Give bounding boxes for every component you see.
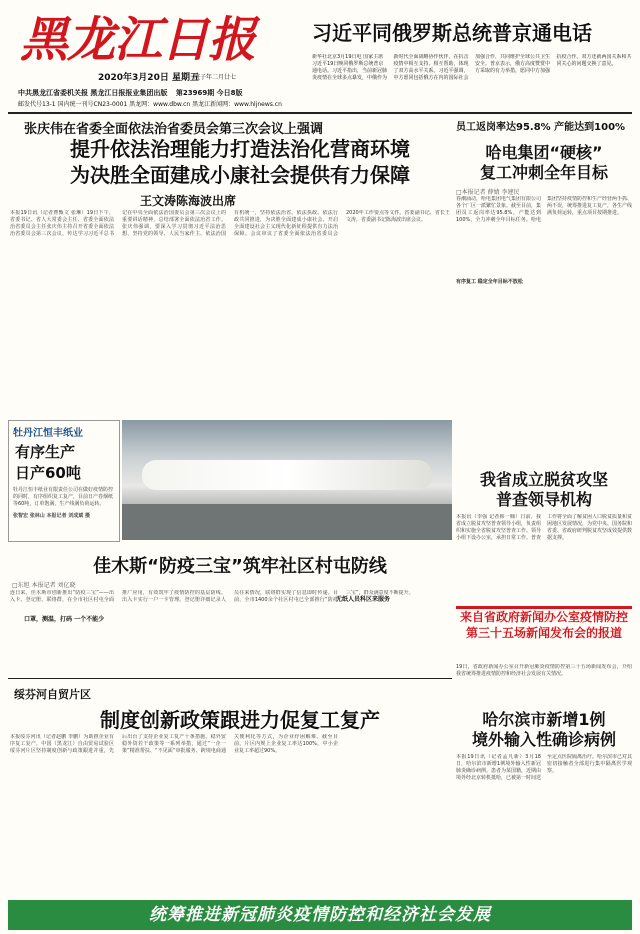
top-story-headline[interactable]: 习近平同俄罗斯总统普京通电话 [312,21,592,45]
masthead [8,4,632,114]
photo-byline: 张智宏 张林山 本报记者 刘成斌 摄 [13,513,90,519]
suifenhe-body: 本报绥芬河讯（记者赵鹏 李鹏）为助推企业有序复工复产，中国（黑龙江）自由贸易试验区绥芬河片区坚持制度创新与政策跟进并重，先后出台了支持企业复工复产十条措施、稳外贸稳外资若干政策等一系列举措，通过“一企一策”精准帮扶、“不见面”审批服务、跨境电商通关便利化等方式，为企业纾困解难。截至目前，片区内规上企业复工率达100%，中小企业复工率超过90%。 [10,734,338,754]
poverty-census-story [456,470,632,604]
suifenhe-headline[interactable]: 制度创新政策跟进力促复工复产 [100,708,380,732]
lead-headline-2[interactable]: 为决胜全面建成小康社会提供有力保障 [70,163,410,187]
harbin-electric-byline: □本报记者 薛婧 李建民 [456,189,520,196]
factory-photo [122,420,452,540]
press-conference-box [456,606,632,661]
jiamusi-body: 连日来，佳木斯市创新推出“防疫三宝”——出入卡、登记册、联络群，在全市社区村屯全面推广应用，有效筑牢了疫情防控的基层防线。出入卡实行一户一卡管理，登记册详细记录人员往来情况，联络群实现了信息即时传递。目前，全市1400余个社区村屯已全部推行“防疫三宝”，群众满意度不断提升。 [10,590,414,603]
lead-subhead: 王文涛陈海波出席 [140,194,237,208]
photo-story-kicker: 牡丹江恒丰纸业 [13,428,83,439]
paper-roll-shape [142,460,432,490]
bottom-banner: 统筹推进新冠肺炎疫情防控和经济社会发展 [8,900,632,930]
harbin-electric-title-1[interactable]: 哈电集团“硬核” [485,143,603,162]
lead-headline-1[interactable]: 提升依法治理能力打造法治化营商环境 [70,137,410,161]
jiamusi-subhead-1: 口罩，测温，打码 一个不能少 [24,616,105,623]
press-conference-title-2[interactable]: 第三十五场新闻发布会的报道 [465,626,622,640]
suifenhe-kicker: 绥芬河自贸片区 [14,688,91,701]
harbin-electric-body: 春潮涌动，哈电集团电气集团有限公司各个厂区一派繁忙景象。截至目前，集团员工返岗率达95.8%，产能达到100%，全力冲刺全年目标任务。哈电集团坚持疫情防控和生产经营两手抓、两不误，统筹推进复工复产，各生产线满负荷运转，重点项目按期推进。 [456,196,632,223]
top-story-headline-box [312,16,632,52]
newspaper-logo [20,12,260,68]
jiamusi-byline: □东旭 本报记者 刘亿晓 [12,582,76,589]
harbin-electric-story [456,118,632,436]
poverty-census-title-2[interactable]: 普查领导机构 [495,490,592,509]
photo-story-title-2[interactable]: 日产60吨 [15,464,81,482]
photo-story-box [8,420,120,542]
harbin-case-story [456,710,632,884]
harbin-electric-subhead: 有序复工 稳定全年目标不放松 [456,279,523,285]
harbin-case-title-1[interactable]: 哈尔滨市新增1例 [482,710,606,729]
machine-base-shape [122,504,452,540]
harbin-electric-title-2[interactable]: 复工冲刺全年目标 [479,163,608,182]
poverty-census-body: 本报讯（李强 记者韩一楠）日前，我省成立脱贫攻坚普查领导小组，负责组织和实施全省脱贫攻坚普查工作。领导小组下设办公室，承担日常工作。普查工作将全面了解贫困人口脱贫质量和贫困地区发展情况，为党中央、国务院和省委、省政府研判脱贫攻坚成效提供数据支撑。 [456,514,632,541]
lead-body: 本报19日讯（记者曹甄文 张琳）19日下午，省委书记、省人大常委会主任、省委全面依法治省委员会主任张庆伟主持召开省委全面依法治省委员会第三次会议，传达学习习近平总书记在中央全面依法治国委员会第三次会议上的重要讲话精神，总结部署全面依法治省工作。张庆伟强调，要深入学习贯彻习近平法治思想，坚持党的领导、人民当家作主、依法治国有机统一，坚持依法治省、依法执政、依法行政共同推进，为决胜全面建成小康社会、开启全面建设社会主义现代化新征程提供有力法治保障。会议审议了省委全面依法治省委员会2020年工作要点等文件。省委副书记、省长王文涛，省委副书记陈海波出席会议。 [10,210,450,237]
lead-kicker: 张庆伟在省委全面依法治省委员会第三次会议上强调 [24,122,324,137]
harbin-case-body: 本报19日讯（记者孟凡新）3月18日，哈尔滨市新增1例境外输入性新冠肺炎确诊病例。患者为某国籍，近期由境外经北京转机抵哈，已被第一时间送至定点医院隔离治疗。哈尔滨市已对其密切接触者全部进行集中隔离医学观察。 [456,754,632,781]
photo-story-title-1[interactable]: 有序生产 [15,443,76,461]
jiamusi-headline[interactable]: 佳木斯“防疫三宝”筑牢社区村屯防线 [93,556,387,577]
press-conference-title-1[interactable]: 来自省政府新闻办公室疫情防控 [459,610,628,624]
lunar-date: 庚子年二月廿七 [194,74,237,81]
jiamusi-subhead-2: 无纸人员科区来服务 [336,596,391,603]
poverty-census-title-1[interactable]: 我省成立脱贫攻坚 [479,470,608,489]
top-story-body: 新华社北京3月19日电 国家主席习近平19日晚同俄罗斯总统普京通电话。习近平指出，当前新冠肺炎疫情在全球多点暴发，中俄作为新时代全面战略协作伙伴，在抗击疫情中相互支持、相互帮助，体现了双方高水平关系。习近平强调，中方愿同包括俄方在内的国际社会加强合作，共同维护全球公共卫生安全。普京表示，俄方高度赞赏中方采取的有力举措，愿同中方加强抗疫合作。双方还就两国关系和共同关心的问题交换了意见。 [312,54,632,81]
masthead-rule [8,112,632,114]
publisher-codes: 邮发代号13-1 国内统一刊号CN23-0001 黑龙网：www.dbw.cn 黑龙江新闻网：www.hljnews.cn [18,101,282,108]
photo-caption: 牡丹江恒丰纸业有限责任公司在做好疫情防控的同时，有序组织复工复产，目前日产卷烟纸等60吨，订单饱满，生产线满负荷运转。 [13,487,114,507]
issue-date: 2020年3月20日 星期五 [98,73,199,83]
logo-text: 黑龙江日报 [20,12,256,68]
harbin-case-title-2[interactable]: 境外输入性确诊病例 [471,730,616,749]
publisher-line [18,88,312,98]
harbin-electric-kicker: 员工返岗率达95.8% 产能达到100% [456,122,626,133]
issue-number: 第23969期 今日8版 [175,89,243,97]
section-rule [8,678,452,679]
press-conference-body: 19日，省政府新闻办公室召开新冠肺炎疫情防控第三十五场新闻发布会，介绍我省统筹推进疫情防控和经济社会发展有关情况。 [456,664,632,677]
publisher-name: 中共黑龙江省委机关报 黑龙江日报报业集团出版 [18,89,168,97]
